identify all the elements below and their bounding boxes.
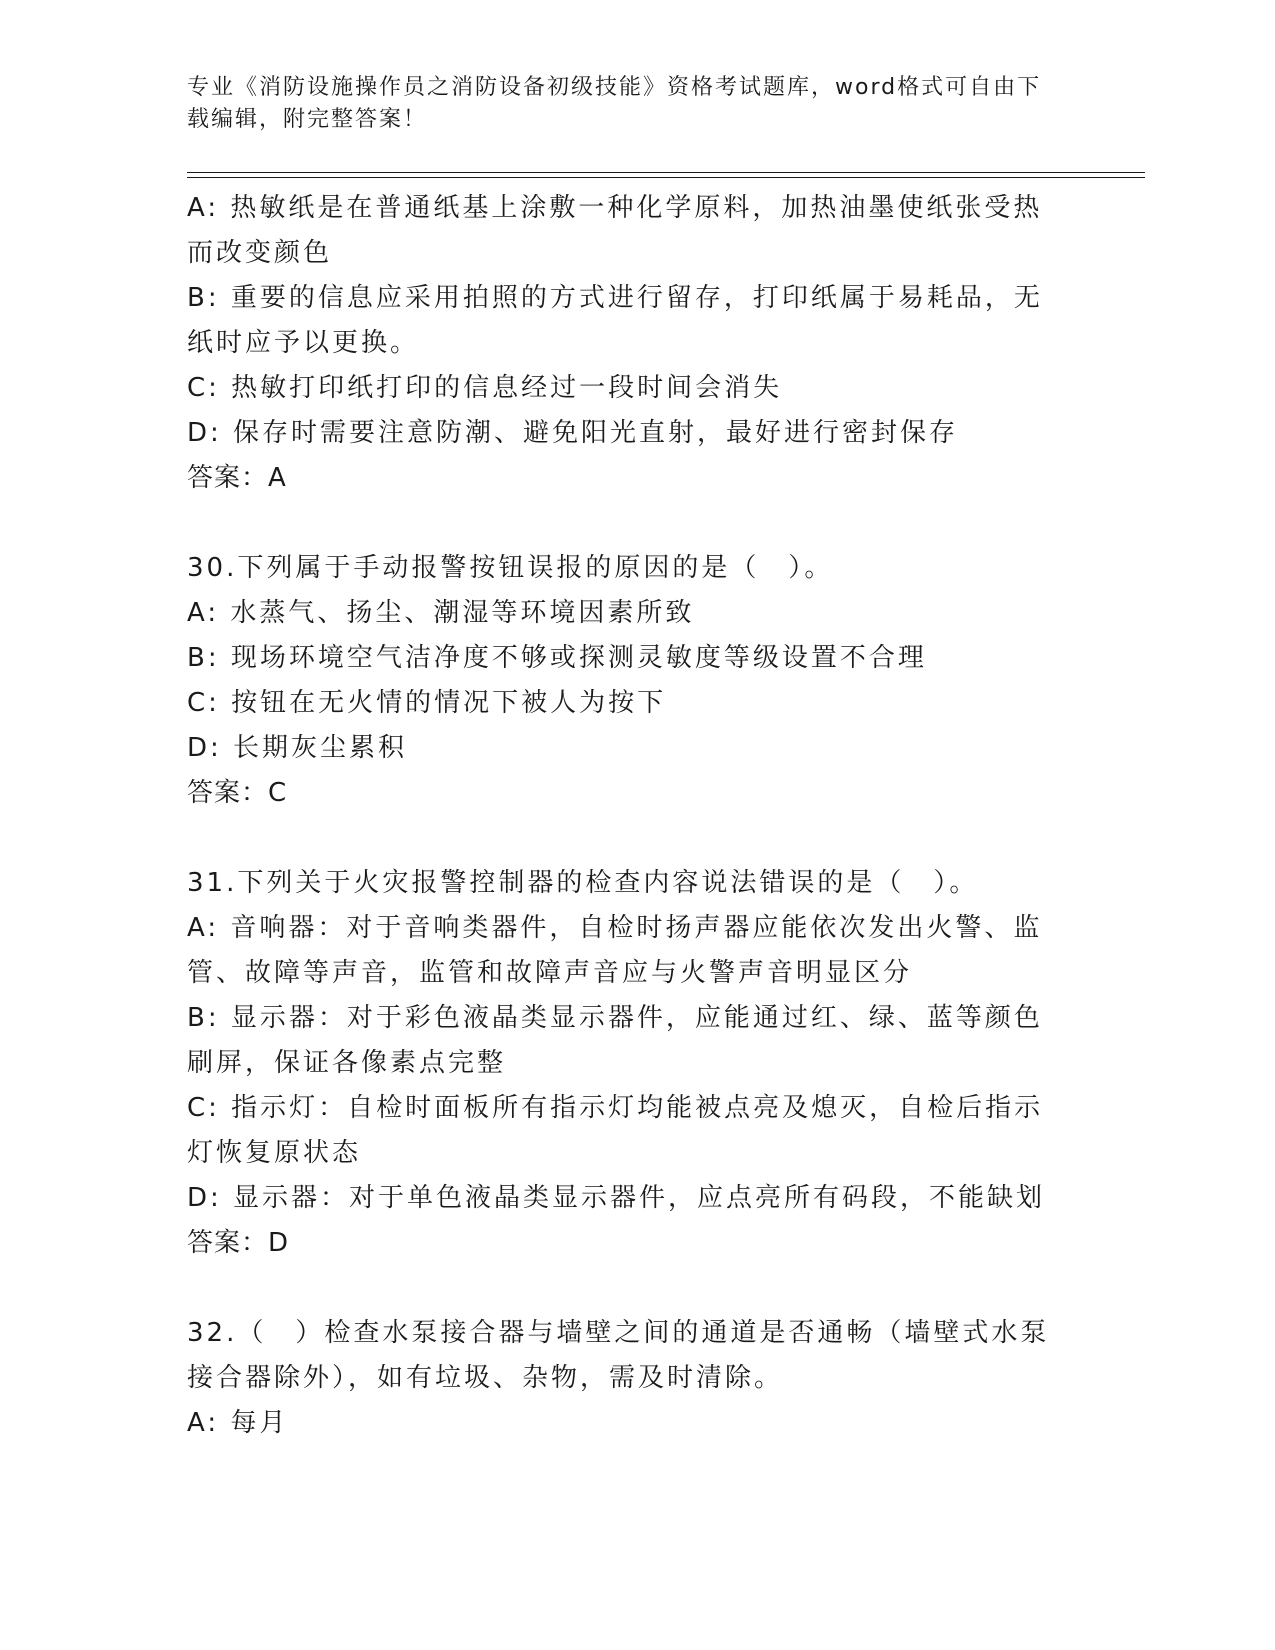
- question-block-29: [187, 186, 1067, 501]
- answer-line: 答案：C: [187, 778, 288, 808]
- option-d: D: 保存时需要注意防潮、避免阳光直射，最好进行密封保存: [187, 418, 959, 448]
- option-a: A: 热敏纸是在普通纸基上涂敷一种化学原料，加热油墨使纸张受热而改变颜色: [187, 193, 1043, 268]
- option-c: C: 按钮在无火情的情况下被人为按下: [187, 688, 667, 718]
- question-text: 32.（ ）检查水泵接合器与墙壁之间的通道是否通畅（墙壁式水泵接合器除外），如有垃圾、杂物，需及时清除。: [187, 1318, 1050, 1393]
- option-c: C: 指示灯：自检时面板所有指示灯均能被点亮及熄灭，自检后指示灯恢复原状态: [187, 1093, 1044, 1168]
- header-line-1: 专业《消防设施操作员之消防设备初级技能》资格考试题库，word格式可自由下: [187, 75, 1042, 100]
- header-rule-top: [187, 172, 1145, 173]
- option-d: D: 显示器：对于单色液晶类显示器件，应点亮所有码段，不能缺划: [187, 1183, 1046, 1213]
- question-block-32: [187, 1311, 1067, 1446]
- document-body: [187, 186, 1067, 1491]
- option-a: A: 音响器：对于音响类器件，自检时扬声器应能依次发出火警、监管、故障等声音，监管和故障声音应与火警声音明显区分: [187, 913, 1043, 988]
- option-a: A: 每月: [187, 1408, 289, 1438]
- page-header: [187, 72, 1067, 136]
- question-text: 30.下列属于手动报警按钮误报的原因的是（ ）。: [187, 553, 834, 583]
- header-rule-bottom: [187, 177, 1145, 178]
- option-b: B: 现场环境空气洁净度不够或探测灵敏度等级设置不合理: [187, 643, 927, 673]
- header-line-2: 载编辑，附完整答案！: [187, 107, 428, 132]
- answer-line: 答案：D: [187, 1228, 290, 1258]
- question-text: 31.下列关于火灾报警控制器的检查内容说法错误的是（ ）。: [187, 868, 979, 898]
- question-block-30: [187, 546, 1067, 816]
- option-d: D: 长期灰尘累积: [187, 733, 408, 763]
- answer-line: 答案：A: [187, 463, 287, 493]
- option-c: C: 热敏打印纸打印的信息经过一段时间会消失: [187, 373, 783, 403]
- option-b: B: 显示器：对于彩色液晶类显示器件，应能通过红、绿、蓝等颜色刷屏，保证各像素点完整: [187, 1003, 1043, 1078]
- option-b: B: 重要的信息应采用拍照的方式进行留存，打印纸属于易耗品，无纸时应予以更换。: [187, 283, 1043, 358]
- question-block-31: [187, 861, 1067, 1266]
- option-a: A: 水蒸气、扬尘、潮湿等环境因素所致: [187, 598, 695, 628]
